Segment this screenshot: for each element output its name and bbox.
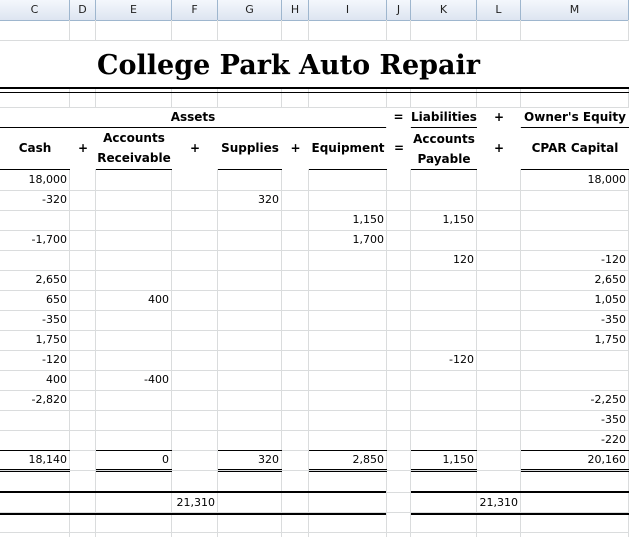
total-double-underline xyxy=(309,469,387,472)
owners-equity-group-label[interactable]: Owner's Equity xyxy=(524,110,626,124)
cash-cell[interactable]: 2,650 xyxy=(35,273,67,286)
plus-header[interactable]: + xyxy=(290,141,301,155)
column-header-row xyxy=(0,0,629,21)
capital-cell[interactable]: 1,050 xyxy=(594,293,626,306)
capital-cell[interactable]: -220 xyxy=(601,433,626,446)
column-header-g[interactable]: G xyxy=(218,0,282,20)
cash-cell[interactable]: 650 xyxy=(46,293,67,306)
total-double-underline xyxy=(521,469,629,472)
plus-header[interactable]: + xyxy=(189,141,201,155)
column-header-i[interactable]: I xyxy=(309,0,387,20)
supplies-total[interactable]: 320 xyxy=(258,453,279,466)
column-header-f[interactable]: F xyxy=(172,0,218,20)
total-liabilities-equity[interactable]: 21,310 xyxy=(479,496,518,509)
total-double-underline xyxy=(96,469,172,472)
ap-header-line1[interactable]: Accounts xyxy=(413,132,475,146)
column-header-h[interactable]: H xyxy=(282,0,309,20)
capital-cell[interactable]: -350 xyxy=(601,413,626,426)
grid-hline xyxy=(0,370,629,371)
grid-hline xyxy=(0,350,629,351)
header-underline xyxy=(96,169,172,170)
equipment-cell[interactable]: 1,150 xyxy=(352,213,384,226)
equipment-cell[interactable]: 1,700 xyxy=(352,233,384,246)
total-double-underline xyxy=(218,469,282,472)
capital-cell[interactable]: -350 xyxy=(601,313,626,326)
header-underline xyxy=(309,169,387,170)
ar-total[interactable]: 0 xyxy=(162,453,169,466)
capital-header[interactable]: CPAR Capital xyxy=(531,141,619,155)
cash-cell[interactable]: -350 xyxy=(42,313,67,326)
sheet-title[interactable]: College Park Auto Repair xyxy=(97,50,480,81)
cash-cell[interactable]: -2,820 xyxy=(31,393,67,406)
grand-total-bottomline-assets xyxy=(0,513,386,515)
capital-cell[interactable]: 2,650 xyxy=(594,273,626,286)
cash-cell[interactable]: -120 xyxy=(42,353,67,366)
equals-group-label[interactable]: = xyxy=(393,110,404,124)
capital-cell[interactable]: -2,250 xyxy=(590,393,626,406)
supplies-cell[interactable]: 320 xyxy=(258,193,279,206)
column-header-c[interactable]: C xyxy=(0,0,70,20)
column-header-k[interactable]: K xyxy=(411,0,477,20)
equipment-header[interactable]: Equipment xyxy=(311,141,385,155)
header-underline xyxy=(411,169,477,170)
capital-cell[interactable]: -120 xyxy=(601,253,626,266)
title-border-2 xyxy=(0,92,629,93)
column-header-e[interactable]: E xyxy=(96,0,172,20)
ap-header-line2[interactable]: Payable xyxy=(417,152,471,166)
column-header-m[interactable]: M xyxy=(521,0,629,20)
supplies-header[interactable]: Supplies xyxy=(221,141,279,155)
cash-cell[interactable]: 400 xyxy=(46,373,67,386)
capital-cell[interactable]: 1,750 xyxy=(594,333,626,346)
ap-cell[interactable]: 120 xyxy=(453,253,474,266)
total-double-underline xyxy=(0,469,70,472)
liabilities-group-label[interactable]: Liabilities xyxy=(411,110,477,124)
total-assets[interactable]: 21,310 xyxy=(176,496,215,509)
equals-header[interactable]: = xyxy=(393,141,405,155)
ap-total[interactable]: 1,150 xyxy=(442,453,474,466)
ar-header-line1[interactable]: Accounts xyxy=(103,131,165,145)
total-double-underline xyxy=(411,469,477,472)
cash-cell[interactable]: 18,000 xyxy=(28,173,67,186)
column-header-d[interactable]: D xyxy=(70,0,96,20)
ar-cell[interactable]: -400 xyxy=(144,373,169,386)
equipment-total[interactable]: 2,850 xyxy=(352,453,384,466)
column-header-l[interactable]: L xyxy=(477,0,521,20)
ap-cell[interactable]: 1,150 xyxy=(442,213,474,226)
grand-total-bottomline-liab xyxy=(411,513,629,515)
grid-hline xyxy=(0,532,629,533)
ar-header-line2[interactable]: Receivable xyxy=(97,151,171,165)
ar-cell[interactable]: 400 xyxy=(148,293,169,306)
cash-cell[interactable]: -320 xyxy=(42,193,67,206)
assets-group-label[interactable]: Assets xyxy=(170,110,216,124)
plus-header[interactable]: + xyxy=(493,141,505,155)
capital-total[interactable]: 20,160 xyxy=(587,453,626,466)
cash-total[interactable]: 18,140 xyxy=(28,453,67,466)
header-underline xyxy=(218,169,282,170)
plus-group-label[interactable]: + xyxy=(493,110,505,124)
title-border xyxy=(0,87,629,89)
column-header-j[interactable]: J xyxy=(387,0,411,20)
plus-header[interactable]: + xyxy=(77,141,89,155)
capital-cell[interactable]: 18,000 xyxy=(587,173,626,186)
cash-header[interactable]: Cash xyxy=(18,141,52,155)
ap-cell[interactable]: -120 xyxy=(449,353,474,366)
cash-cell[interactable]: -1,700 xyxy=(31,233,67,246)
grid-hline xyxy=(0,190,629,191)
cash-cell[interactable]: 1,750 xyxy=(35,333,67,346)
